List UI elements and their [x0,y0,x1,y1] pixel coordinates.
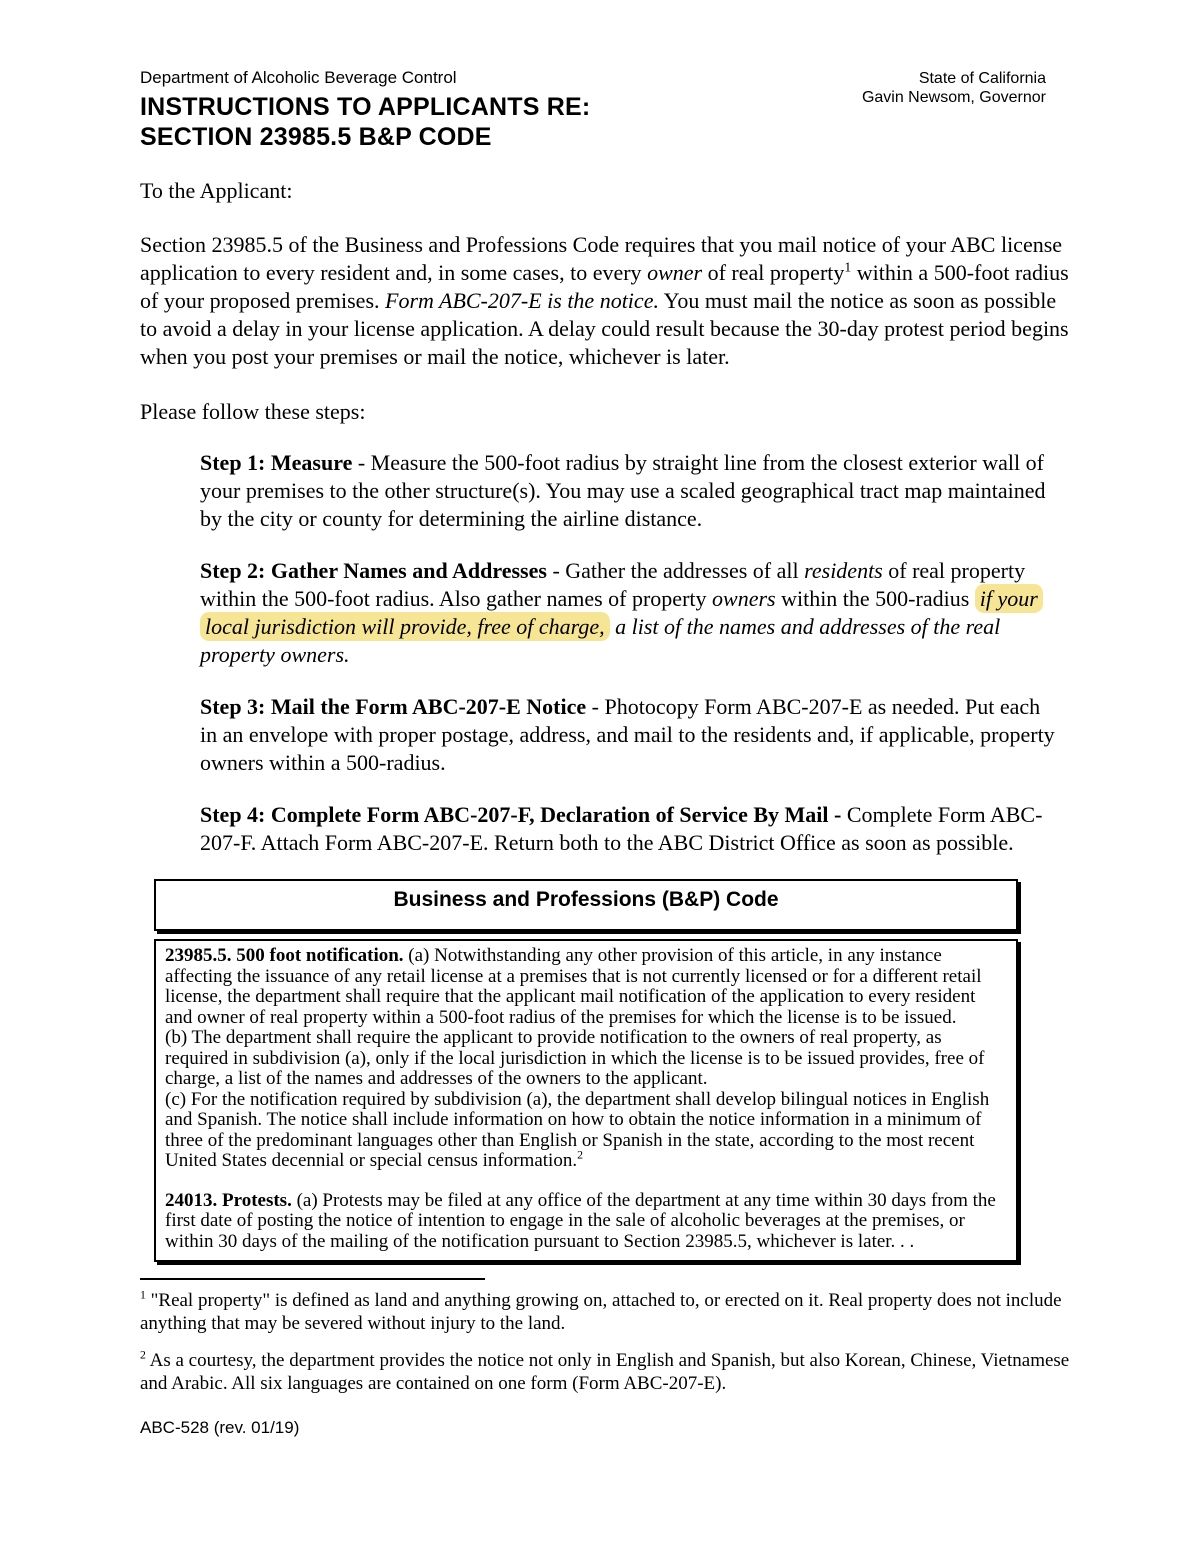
section-23985-c: (c) For the notification required by subdivision (a), the department shall develop bilingual notices in English and Spanish. The notice shall include information on how to obtain the notice information in a minimum of three of the predominant languages other than English or Spanish in the state, according to the most recent United States decennial or special census information.$^2$ [165,1088,990,1171]
bp-code-box-title: Business and Professions (B&P) Code [154,879,1018,931]
step-3: Step 3: Mail the Form ABC-207-E Notice - Photocopy Form ABC-207-E as needed. Put each in an envelope with proper postage, address, and mail to the residents and, if applicable, property owners within a 500-radius. [200,694,1055,775]
steps-intro: Please follow these steps: [140,399,366,424]
step-2: Step 2: Gather Names and Addresses - Gather the addresses of all residents of real property within the 500-foot radius. Also gather names of property owners within the 500-radius if your local jurisdiction will provide, free of charge, a list of the names and addresses of the real property owners. [200,557,1058,669]
intro-paragraph: Section 23985.5 of the Business and Professions Code requires that you mail notice of your ABC license application to every resident and, in some cases, to every owner of real property$^1$ within a 500-foot radius of your proposed premises. Form ABC-207-E is the notice. You must mail the notice as soon as possible to avoid a delay in your license application. A delay could result because the 30-day protest period begins when you post your premises or mail the notice, whichever is later. [140,232,1069,369]
bp-code-box [154,939,1018,1262]
section-24013: 24013. Protests. (a) Protests may be filed at any office of the department at any time within 30 days from the first date of posting the notice of intention to engage in the sale of alcoholic beverages at the premises, or within 30 days of the mailing of the notification pursuant to Section 23985.5, whichever is later. . . [165,1189,996,1252]
header-left [140,68,590,152]
document-header [140,68,1062,152]
governor-name: Gavin Newsom, Governor [861,89,1046,106]
document-title [140,92,590,152]
department-name: Department of Alcoholic Beverage Control [140,68,457,87]
document-title-line2: SECTION 23985.5 B&P CODE [140,123,492,151]
document-title-line1: INSTRUCTIONS TO APPLICANTS RE: [140,93,591,121]
footnote-divider [140,1278,485,1280]
footnote-1: $^1$ "Real property" is defined as land and anything growing on, attached to, or erected on it. Real property does not include anything that may be severed without injury to the land. [140,1288,1062,1334]
header-right [862,68,1046,107]
form-number: ABC-528 (rev. 01/19) [140,1418,300,1437]
salutation: To the Applicant: [140,178,293,203]
step-1: Step 1: Measure - Measure the 500-foot radius by straight line from the closest exterior wall of your premises to the other structure(s). You may use a scaled geographical tract map maintained by the city or county for determining the airline distance. [200,450,1046,531]
section-23985-a: 23985.5. 500 foot notification. (a) Notwithstanding any other provision of this article, in any instance affecting the issuance of any retail license at a premises that is not currently licensed or for a different retail license, the department shall require that the applicant mail notification of the application to every resident and owner of real property within a 500-foot radius of the premises for which the license is to be issued. [165,945,982,1028]
footnote-2: $^2$ As a courtesy, the department provides the notice not only in English and Spanish, but also Korean, Chinese, Vietnamese and Arabic. All six languages are contained on one form (Form ABC-207-E). [140,1348,1070,1394]
state-name: State of California [918,70,1046,87]
step-4: Step 4: Complete Form ABC-207-F, Declaration of Service By Mail - Complete Form ABC-207-F. Attach Form ABC-207-E. Return both to the ABC District Office as soon as possible. [200,802,1043,855]
section-23985-b: (b) The department shall require the applicant to provide notification to the owners of real property, as required in subdivision (a), only if the local jurisdiction in which the license is to be issued provides, free of charge, a list of the names and addresses of the owners to the applicant. [165,1027,985,1089]
